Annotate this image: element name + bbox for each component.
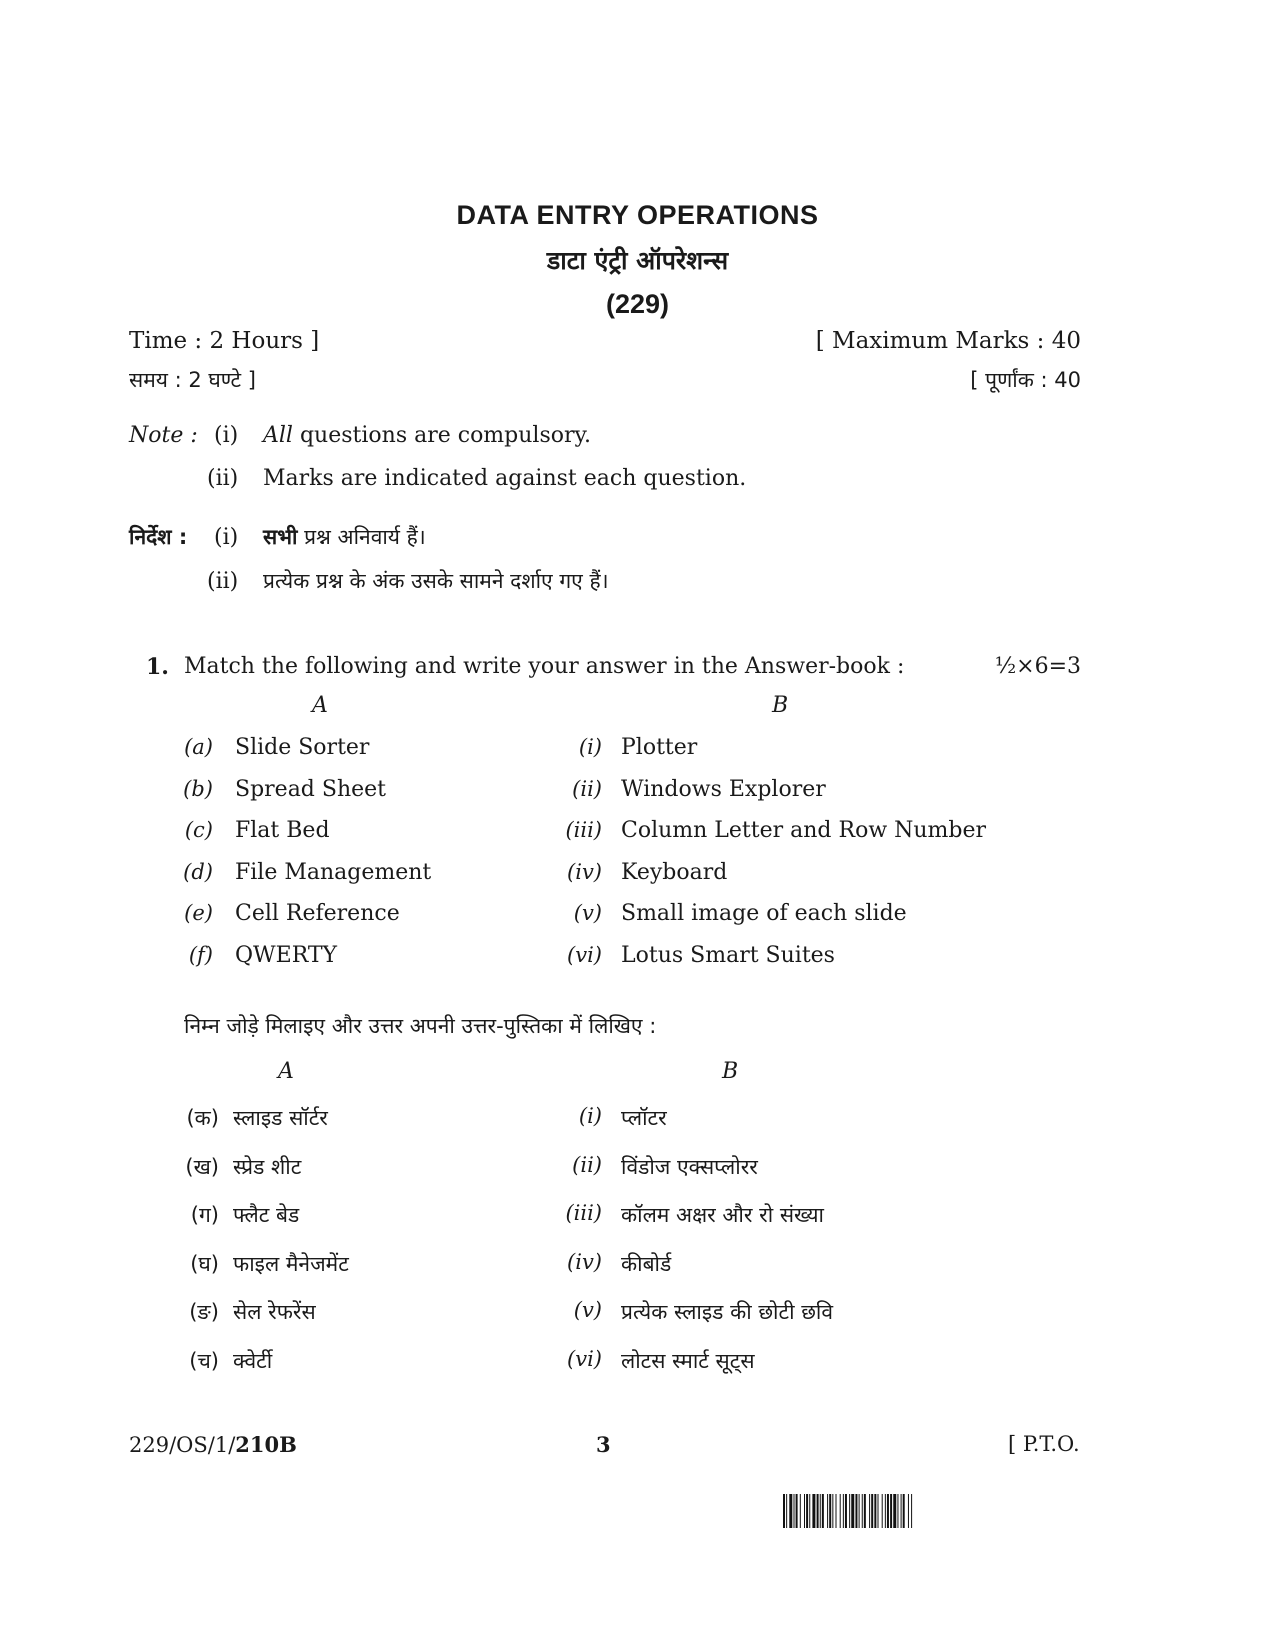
column-a-item: फाइल मैनेजमेंट [233, 1251, 349, 1276]
column-a-heading: A [312, 693, 328, 718]
time-hi: समय : 2 घण्टे ] [129, 368, 257, 392]
row-label-b: (iii) [565, 1201, 602, 1225]
row-label-a: (f) [188, 942, 213, 967]
row-label-b: (v) [573, 901, 602, 925]
question-text: Match the following and write your answer in the Answer-book : [184, 654, 905, 679]
column-a-item: Slide Sorter [235, 735, 370, 760]
note-item-lead: All [263, 423, 293, 448]
column-b-item: Lotus Smart Suites [621, 942, 835, 968]
question-marks: ½×6=3 [994, 654, 1081, 679]
column-a-item: स्लाइड सॉर्टर [233, 1106, 328, 1130]
column-a-item: Cell Reference [235, 901, 400, 926]
row-label-a: (ग) [190, 1203, 219, 1227]
barcode-icon [783, 1494, 1035, 1528]
note-item-num: (i) [214, 525, 239, 550]
note-item-text: प्रत्येक प्रश्न के अंक उसके सामने दर्शाए गए हैं। [263, 569, 609, 593]
column-a-heading-hindi: A [278, 1059, 294, 1084]
column-a-item: फ्लैट बेड [233, 1203, 300, 1227]
column-a-item: Flat Bed [235, 818, 330, 843]
note-item-text: questions are compulsory. [292, 423, 592, 448]
question-text-hindi: निम्न जोड़े मिलाइए और उत्तर अपनी उत्तर-पुस्तिका में लिखिए : [184, 1014, 657, 1038]
row-label-a: (ङ) [189, 1300, 219, 1324]
column-b-item: लोटस स्मार्ट सूट्स [621, 1348, 755, 1373]
row-label-b: (iv) [567, 859, 602, 884]
row-label-a: (c) [184, 818, 213, 842]
note-item [263, 423, 591, 448]
row-label-a: (च) [189, 1348, 219, 1373]
row-label-b: (v) [573, 1298, 602, 1322]
time-en: Time : 2 Hours ] [129, 328, 320, 354]
note-label: Note : [129, 423, 198, 448]
column-b-item: Plotter [621, 735, 698, 760]
row-label-b: (vi) [567, 1346, 602, 1371]
column-b-item: Column Letter and Row Number [621, 818, 987, 843]
paper-code [129, 1432, 297, 1457]
column-b-item: कीबोर्ड [621, 1251, 672, 1276]
row-label-b: (vi) [567, 942, 602, 967]
row-label-a: (घ) [190, 1251, 219, 1276]
column-b-heading-hindi: B [722, 1059, 739, 1084]
note-item-hindi [263, 523, 426, 551]
note-item-lead: सभी [263, 525, 298, 549]
column-b-item: Windows Explorer [621, 776, 826, 802]
column-b-item: Keyboard [621, 859, 728, 885]
column-b-item: Small image of each slide [621, 901, 907, 926]
pto-label: [ P.T.O. [1008, 1432, 1080, 1456]
row-label-a: (ख) [185, 1154, 219, 1179]
row-label-a: (d) [183, 859, 213, 884]
row-label-a: (e) [184, 901, 213, 925]
column-b-item: कॉलम अक्षर और रो संख्या [621, 1203, 824, 1227]
column-a-item: स्प्रेड शीट [233, 1154, 302, 1179]
row-label-b: (i) [578, 735, 602, 759]
row-label-b: (iii) [565, 818, 602, 842]
column-b-item: प्रत्येक स्लाइड की छोटी छवि [621, 1300, 834, 1324]
column-a-item: Spread Sheet [235, 776, 387, 802]
note-item-text: Marks are indicated against each question. [263, 466, 747, 491]
column-a-item: क्वेर्टी [233, 1348, 273, 1373]
max-marks-hi: [ पूर्णांक : 40 [970, 368, 1081, 392]
row-label-b: (ii) [572, 776, 602, 801]
column-b-item: विंडोज एक्सप्लोरर [621, 1154, 758, 1179]
paper-title: DATA ENTRY OPERATIONS [456, 200, 819, 230]
paper-code-bold: 210B [235, 1432, 297, 1457]
row-label-b: (iv) [567, 1249, 602, 1274]
page-number: 3 [596, 1432, 611, 1457]
row-label-b: (ii) [572, 1152, 602, 1177]
note-item-num: (i) [214, 423, 239, 448]
note-item-text: प्रश्न अनिवार्य हैं। [297, 525, 426, 549]
paper-title-hindi: डाटा एंट्री ऑपरेशन्स [546, 246, 729, 275]
subject-code: (229) [605, 289, 670, 319]
column-b-item: प्लॉटर [621, 1106, 667, 1130]
row-label-a: (b) [183, 776, 213, 801]
question-number: 1. [146, 654, 169, 680]
row-label-a: (क) [186, 1106, 219, 1130]
column-a-item: File Management [235, 859, 432, 885]
max-marks-en: [ Maximum Marks : 40 [815, 328, 1081, 354]
paper-code-prefix: 229/OS/1/ [129, 1433, 236, 1457]
column-a-item: QWERTY [235, 942, 338, 968]
note-item-num: (ii) [207, 466, 239, 491]
note-label-hindi: निर्देश : [129, 525, 188, 549]
row-label-a: (a) [184, 735, 213, 759]
row-label-b: (i) [578, 1104, 602, 1128]
note-item-num: (ii) [207, 569, 239, 594]
column-a-item: सेल रेफरेंस [233, 1300, 316, 1324]
column-b-heading: B [772, 693, 789, 718]
